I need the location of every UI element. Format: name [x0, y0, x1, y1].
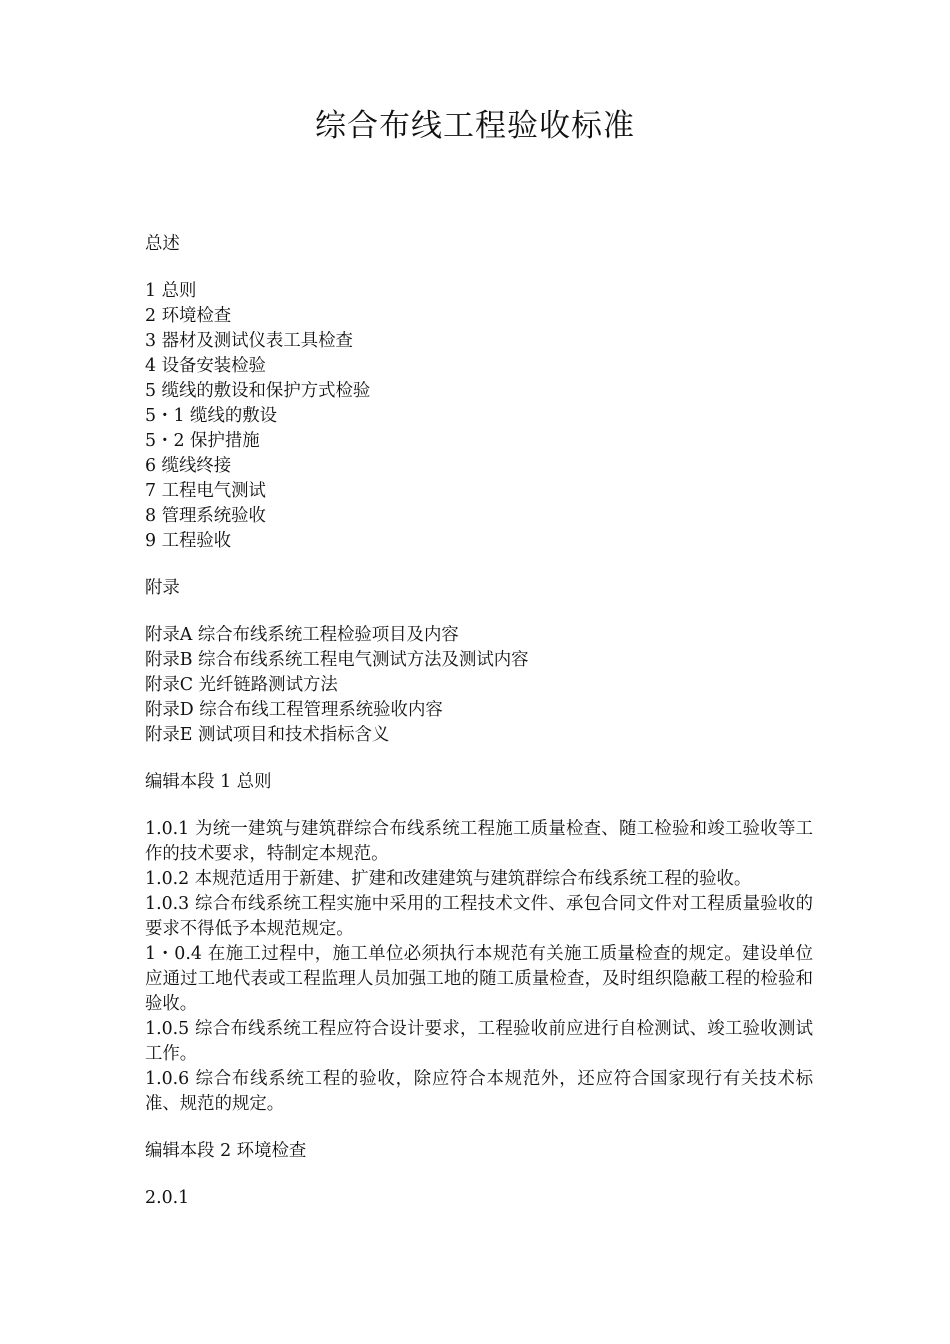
appendix-item: 附录E 测试项目和技术指标含义	[145, 725, 390, 745]
appendix-heading: 附录	[145, 578, 180, 598]
toc-item: 7 工程电气测试	[145, 481, 266, 501]
toc-item: 4 设备安装检验	[145, 356, 266, 376]
clause-paragraph: 1.0.3 综合布线系统工程实施中采用的工程技术文件、承包合同文件对工程质量验收的要求不得低予本规范规定。	[145, 894, 813, 939]
toc-item: 1 总则	[145, 281, 197, 301]
document-body	[145, 232, 813, 1211]
clause-number: 2.0.1	[145, 1188, 190, 1208]
overview-heading: 总述	[145, 234, 180, 254]
clause-paragraph: 1・0.4 在施工过程中，施工单位必须执行本规范有关施工质量检查的规定。建设单位应通过工地代表或工程监理人员加强工地的随工质量检查，及时组织隐蔽工程的检验和验收。	[145, 944, 813, 1014]
clause-paragraph: 1.0.2 本规范适用于新建、扩建和改建建筑与建筑群综合布线系统工程的验收。	[145, 869, 752, 889]
document-title: 综合布线工程验收标准	[315, 108, 635, 144]
section2-heading: 编辑本段 2 环境检查	[145, 1141, 307, 1161]
table-of-contents	[145, 279, 813, 554]
clause-paragraph: 1.0.6 综合布线系统工程的验收，除应符合本规范外，还应符合国家现行有关技术标准、规范的规定。	[145, 1069, 813, 1114]
toc-item: 9 工程验收	[145, 531, 232, 551]
appendix-item: 附录C 光纤链路测试方法	[145, 675, 338, 695]
toc-item: 3 器材及测试仪表工具检查	[145, 331, 353, 351]
toc-item: 2 环境检查	[145, 306, 232, 326]
appendix-item: 附录B 综合布线系统工程电气测试方法及测试内容	[145, 650, 529, 670]
clause-paragraph: 1.0.1 为统一建筑与建筑群综合布线系统工程施工质量检查、随工检验和竣工验收等工作的技术要求，特制定本规范。	[145, 819, 813, 864]
section1-heading: 编辑本段 1 总则	[145, 772, 272, 792]
clause-paragraph: 1.0.5 综合布线系统工程应符合设计要求，工程验收前应进行自检测试、竣工验收测试工作。	[145, 1019, 813, 1064]
section1-body	[145, 817, 813, 1117]
toc-item: 8 管理系统验收	[145, 506, 266, 526]
toc-item: 5・2 保护措施	[145, 431, 260, 451]
appendix-list	[145, 623, 813, 748]
appendix-item: 附录D 综合布线工程管理系统验收内容	[145, 700, 443, 720]
toc-item: 5・1 缆线的敷设	[145, 406, 278, 426]
toc-item: 5 缆线的敷设和保护方式检验	[145, 381, 371, 401]
toc-item: 6 缆线终接	[145, 456, 232, 476]
appendix-item: 附录A 综合布线系统工程检验项目及内容	[145, 625, 459, 645]
